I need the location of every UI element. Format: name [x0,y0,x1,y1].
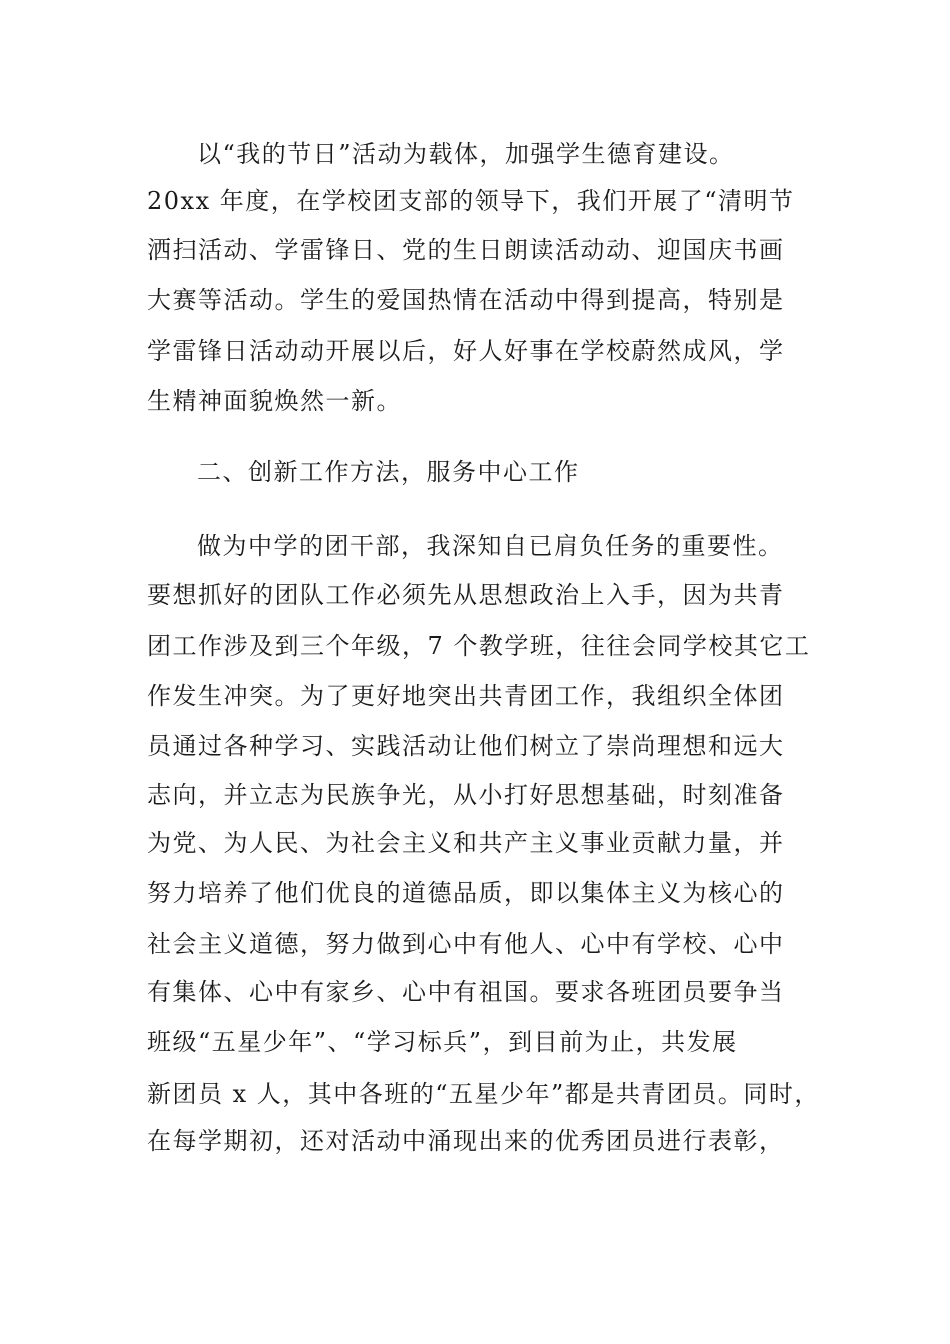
paragraph-1-line-5: 学雷锋日活动动开展以后，好人好事在学校蔚然成风，学 [147,337,785,365]
paragraph-2-line-11: 班级“五星少年”、“学习标兵”，到目前为止，共发展 [147,1028,738,1056]
paragraph-2-line-1: 做为中学的团干部，我深知自已肩负任务的重要性。 [197,532,784,560]
paragraph-2-line-10: 有集体、心中有家乡、心中有祖国。要求各班团员要争当 [147,978,785,1006]
paragraph-2-line-12: 新团员 x 人，其中各班的“五星少年”都是共青团员。同时， [147,1080,820,1108]
paragraph-1-line-3: 洒扫活动、学雷锋日、党的生日朗读活动动、迎国庆书画 [147,236,785,264]
paragraph-2-line-2: 要想抓好的团队工作必须先从思想政治上入手，因为共青 [147,581,785,609]
paragraph-1-line-2: 20xx 年度，在学校团支部的领导下，我们开展了“清明节 [147,187,795,215]
paragraph-2-line-4: 作发生冲突。为了更好地突出共青团工作，我组织全体团 [147,682,785,710]
paragraph-2-line-8: 努力培养了他们优良的道德品质，即以集体主义为核心的 [147,879,785,907]
paragraph-2-line-6: 志向，并立志为民族争光，从小打好思想基础，时刻准备 [147,781,785,809]
paragraph-1-line-6: 生精神面貌焕然一新。 [147,387,402,415]
paragraph-2-line-7: 为党、为人民、为社会主义和共产主义事业贡献力量，并 [147,829,785,857]
paragraph-1-line-1: 以“我的节日”活动为载体，加强学生德育建设。 [197,140,735,168]
paragraph-2-line-3: 团工作涉及到三个年级，7 个教学班，往往会同学校其它工 [147,632,811,660]
paragraph-2-line-13: 在每学期初，还对活动中涌现出来的优秀团员进行表彰， [147,1127,785,1155]
paragraph-2-line-9: 社会主义道德，努力做到心中有他人、心中有学校、心中 [147,930,785,958]
paragraph-1-line-4: 大赛等活动。学生的爱国热情在活动中得到提高，特别是 [147,286,785,314]
paragraph-2-line-5: 员通过各种学习、实践活动让他们树立了崇尚理想和远大 [147,732,785,760]
section-heading: 二、创新工作方法，服务中心工作 [197,458,580,486]
